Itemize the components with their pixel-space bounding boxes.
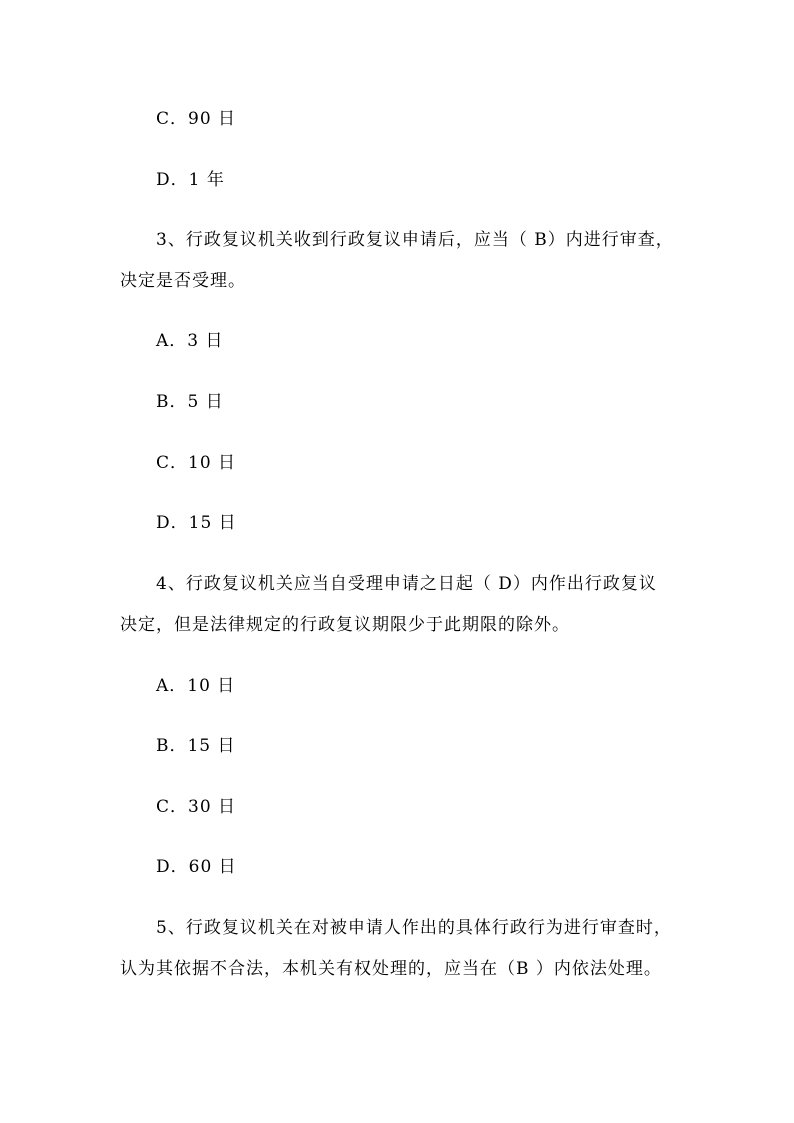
q4-option-c: C．30 日: [156, 797, 237, 817]
question-4-text-continued: 决定，但是法律规定的行政复议期限少于此期限的除外。: [120, 615, 570, 635]
question-3-text-continued: 决定是否受理。: [120, 271, 246, 291]
q3-option-c: C．10 日: [156, 453, 237, 473]
q3-option-d: D．15 日: [156, 513, 237, 533]
option-d-1-year: D．1 年: [156, 170, 225, 190]
q4-option-d: D．60 日: [156, 857, 237, 877]
q3-option-b: B．5 日: [156, 392, 224, 412]
q3-option-a: A．3 日: [156, 331, 224, 351]
question-5-text: 5、行政复议机关在对被申请人作出的具体行政行为进行审查时，: [156, 918, 672, 938]
q4-option-a: A．10 日: [156, 676, 236, 696]
option-c-90-days: C．90 日: [156, 109, 237, 129]
question-3-text: 3、行政复议机关收到行政复议申请后，应当（ B）内进行审查，: [156, 230, 674, 250]
q4-option-b: B．15 日: [156, 736, 236, 756]
question-5-text-continued: 认为其依据不合法，本机关有权处理的，应当在（B ）内依法处理。: [120, 959, 662, 979]
question-4-text: 4、行政复议机关应当自受理申请之日起（ D）内作出行政复议: [156, 574, 657, 594]
